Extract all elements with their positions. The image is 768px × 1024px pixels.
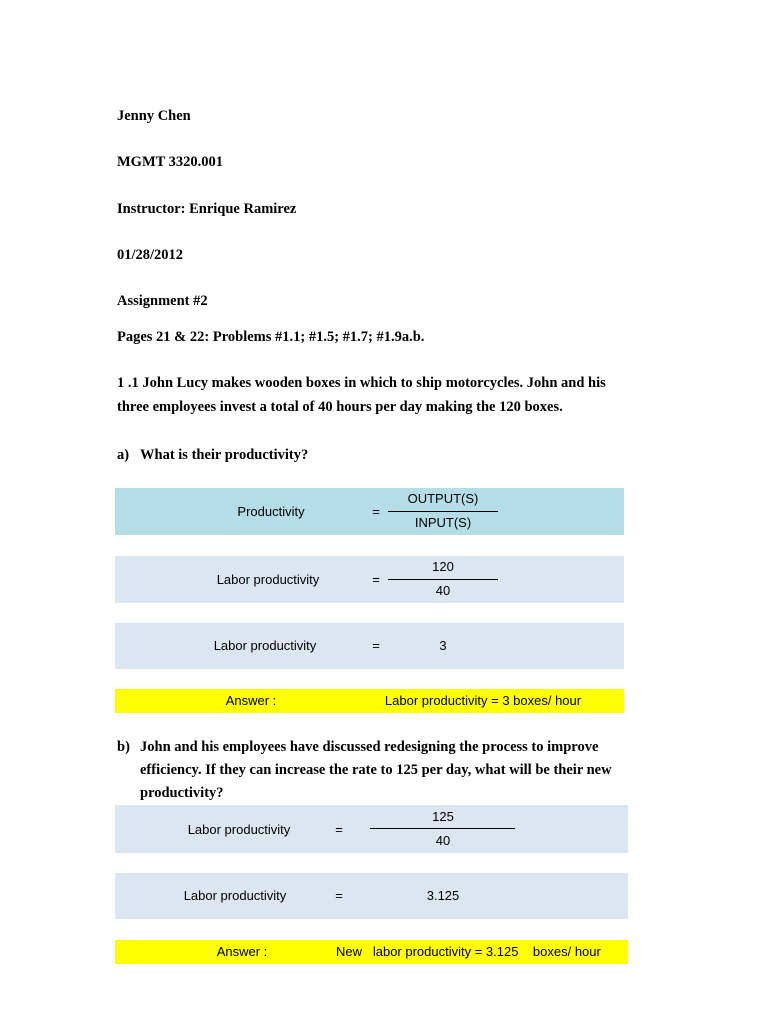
part-a-text: What is their productivity? bbox=[140, 447, 309, 463]
result-a-equals: = bbox=[372, 638, 380, 653]
answer-b-label: Answer : bbox=[216, 944, 268, 959]
problem-line-2: three employees invest a total of 40 hours per day making the 120 boxes. bbox=[117, 399, 563, 415]
result-b-label: Labor productivity bbox=[183, 888, 287, 903]
part-b-result-box bbox=[115, 873, 628, 919]
problem-statement bbox=[117, 371, 606, 419]
part-b-line-1: John and his employees have discussed redesigning the process to improve bbox=[140, 739, 599, 755]
calc-b-equals: = bbox=[335, 822, 343, 837]
result-a-label: Labor productivity bbox=[213, 638, 317, 653]
calc-a-equals: = bbox=[372, 572, 380, 587]
assignment-title: Assignment #2 bbox=[117, 293, 208, 309]
answer-a-text: Labor productivity = 3 boxes/ hour bbox=[384, 693, 582, 708]
part-a-label: a) bbox=[117, 447, 130, 463]
problem-line-1: 1 .1 John Lucy makes wooden boxes in which to ship motorcycles. John and his bbox=[117, 375, 606, 391]
part-b-label: b) bbox=[117, 739, 130, 755]
part-a-answer-box bbox=[115, 689, 624, 713]
course-code: MGMT 3320.001 bbox=[117, 154, 224, 170]
part-b-text bbox=[140, 736, 612, 805]
calc-b-denominator: 40 bbox=[435, 833, 451, 848]
student-name: Jenny Chen bbox=[117, 108, 191, 124]
date: 01/28/2012 bbox=[117, 247, 184, 263]
productivity-formula-box bbox=[115, 488, 624, 535]
part-a-result-box bbox=[115, 623, 624, 669]
part-b-calc-box bbox=[115, 805, 628, 853]
calc-a-label: Labor productivity bbox=[216, 572, 320, 587]
part-a-calc-box bbox=[115, 556, 624, 603]
calc-b-label: Labor productivity bbox=[187, 822, 291, 837]
pages-problems: Pages 21 & 22: Problems #1.1; #1.5; #1.7; #1.9a.b. bbox=[117, 329, 425, 345]
fraction-line bbox=[370, 828, 515, 829]
formula-label: Productivity bbox=[237, 504, 305, 519]
part-b-line-3: productivity? bbox=[140, 785, 224, 801]
answer-a-label: Answer : bbox=[225, 693, 277, 708]
formula-denominator: INPUT(S) bbox=[414, 515, 472, 530]
calc-a-denominator: 40 bbox=[435, 583, 451, 598]
fraction-line bbox=[388, 511, 498, 512]
result-a-value: 3 bbox=[439, 638, 447, 653]
fraction-line bbox=[388, 579, 498, 580]
result-b-equals: = bbox=[335, 888, 343, 903]
answer-b-text: New labor productivity = 3.125 boxes/ hour bbox=[336, 944, 601, 959]
calc-b-numerator: 125 bbox=[432, 809, 454, 824]
part-b-line-2: efficiency. If they can increase the rate to 125 per day, what will be their new bbox=[140, 762, 612, 778]
calc-a-numerator: 120 bbox=[432, 559, 454, 574]
result-b-value: 3.125 bbox=[426, 888, 460, 903]
formula-equals: = bbox=[372, 504, 380, 519]
part-b-answer-box bbox=[115, 940, 628, 964]
formula-numerator: OUTPUT(S) bbox=[407, 491, 479, 506]
instructor: Instructor: Enrique Ramirez bbox=[117, 201, 297, 217]
